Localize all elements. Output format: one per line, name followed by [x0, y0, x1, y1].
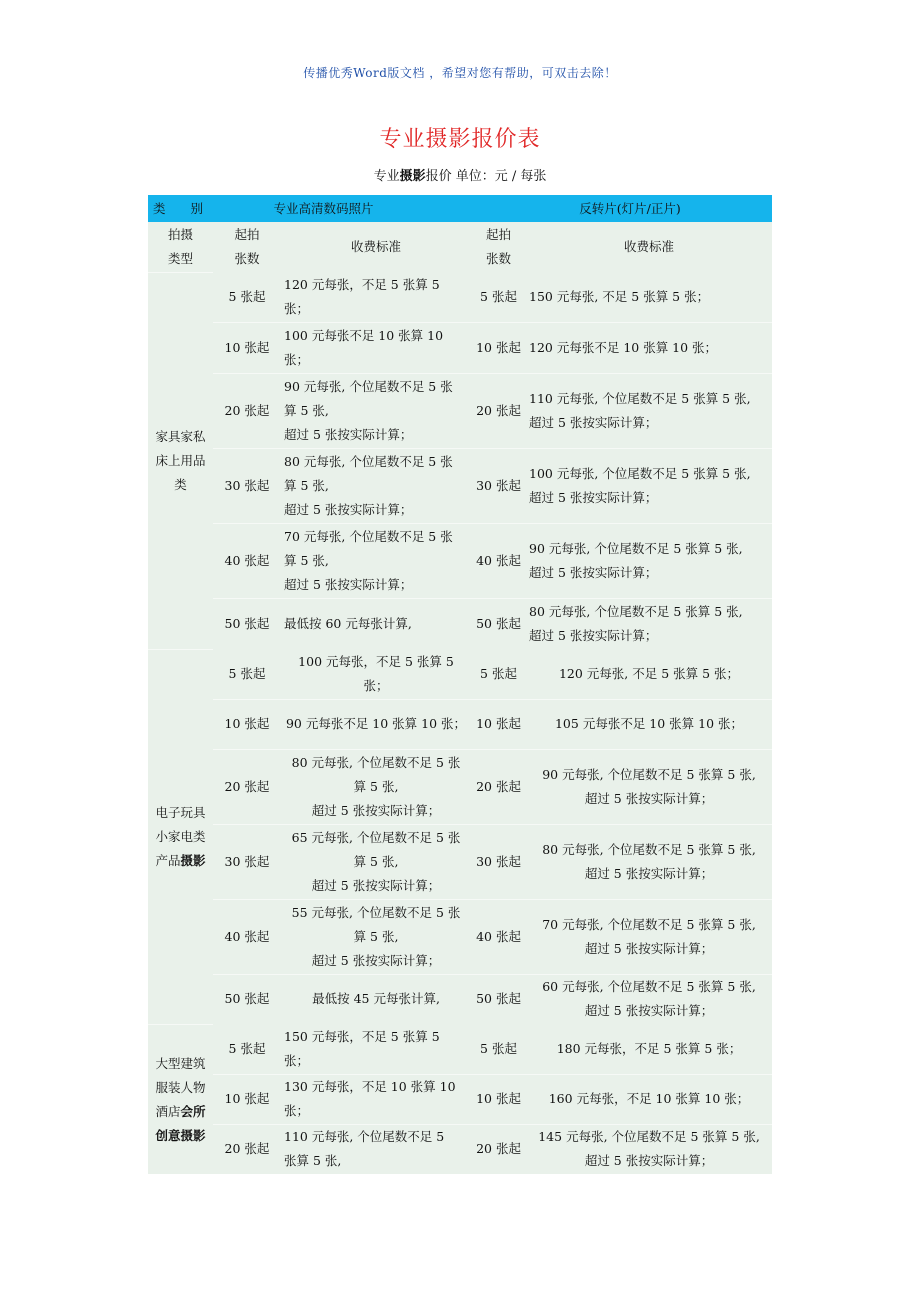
start-count-cell: 10 张起	[213, 1074, 281, 1124]
digital-fee-cell	[281, 523, 471, 598]
subheader-shoot-type-line1: 拍摄	[167, 227, 193, 242]
fee-line: 超过 5 张按实际计算；	[584, 790, 714, 806]
fee-line: 120 元每张，不足 5 张算 5 张；	[284, 277, 440, 316]
document-title: 专业摄影报价表	[379, 127, 541, 152]
start-count-cell: 10 张起	[213, 322, 281, 373]
start-count-cell: 30 张起	[213, 448, 281, 523]
category-cell	[148, 1024, 213, 1174]
start-count-cell-2: 30 张起	[471, 448, 526, 523]
fee-line: 超过 5 张按实际计算；	[584, 1003, 714, 1018]
digital-fee-cell	[281, 598, 471, 649]
start-count-cell: 40 张起	[213, 899, 281, 974]
fee-line: 算 5 张,	[284, 552, 329, 568]
doc-banner: 传播优秀Word版文档 ，希望对您有帮助，可双击去除！	[303, 66, 617, 80]
table-row	[148, 974, 772, 1024]
fee-line: 算 5 张,	[284, 477, 329, 493]
subheader-fee: 收费标准	[281, 222, 471, 272]
fee-line: 80 元每张, 个位尾数不足 5 张算 5 张,	[542, 841, 756, 857]
table-row	[148, 699, 772, 749]
start-count-cell: 50 张起	[213, 974, 281, 1024]
fee-line: 最低按 45 元每张计算,	[312, 991, 440, 1006]
fee-line: 120 元每张不足 10 张算 10 张；	[529, 339, 718, 355]
start-count-cell-2: 40 张起	[471, 523, 526, 598]
fee-line: 张算 5 张,	[284, 1153, 342, 1168]
start-count-cell: 20 张起	[213, 1124, 281, 1174]
fee-line: 90 元每张不足 10 张算 10 张；	[285, 716, 467, 731]
table-row	[148, 598, 772, 649]
table-subheader-row	[148, 222, 772, 272]
fee-line: 110 元每张, 个位尾数不足 5 张算 5 张,	[529, 390, 751, 406]
fee-line: 超过 5 张按实际计算；	[584, 865, 714, 881]
table-row	[148, 1124, 772, 1174]
fee-line: 90 元每张, 个位尾数不足 5 张算 5 张,	[529, 540, 743, 556]
fee-line: 100 元每张, 个位尾数不足 5 张算 5 张,	[529, 465, 751, 481]
start-count-cell-2: 5 张起	[471, 649, 526, 699]
fee-line: 100 元每张不足 10 张算 10 张；	[284, 327, 444, 367]
fee-line: 超过 5 张按实际计算；	[311, 952, 441, 968]
start-count-cell-2: 5 张起	[471, 272, 526, 322]
fee-line: 超过 5 张按实际计算；	[529, 489, 658, 505]
start-count-cell-2: 5 张起	[471, 1024, 526, 1074]
fee-line: 超过 5 张按实际计算；	[584, 1153, 714, 1168]
fee-line: 算 5 张,	[284, 402, 329, 418]
fee-line: 145 元每张, 个位尾数不足 5 张算 5 张,	[538, 1129, 760, 1144]
digital-fee-cell	[281, 1074, 471, 1124]
table-row	[148, 448, 772, 523]
fee-line: 55 元每张, 个位尾数不足 5 张	[291, 904, 461, 920]
fee-line: 算 5 张,	[353, 778, 399, 794]
slide-fee-cell	[526, 373, 772, 448]
fee-line: 超过 5 张按实际计算；	[311, 877, 441, 893]
fee-line: 最低按 60 元每张计算,	[284, 615, 412, 631]
table-row	[148, 373, 772, 448]
fee-line: 120 元每张, 不足 5 张算 5 张；	[558, 666, 740, 681]
fee-line: 超过 5 张按实际计算；	[584, 940, 714, 956]
digital-fee-cell	[281, 699, 471, 749]
table-row	[148, 649, 772, 699]
fee-line: 超过 5 张按实际计算；	[284, 501, 413, 517]
fee-line: 110 元每张, 个位尾数不足 5	[284, 1129, 445, 1144]
table-row	[148, 899, 772, 974]
start-count-cell-2: 30 张起	[471, 824, 526, 899]
slide-fee-cell	[526, 1124, 772, 1174]
fee-line: 90 元每张, 个位尾数不足 5 张算 5 张,	[542, 766, 756, 782]
start-count-cell-2: 40 张起	[471, 899, 526, 974]
subheader-shoot-type	[148, 222, 213, 272]
fee-line: 超过 5 张按实际计算；	[284, 576, 413, 592]
fee-line: 70 元每张, 个位尾数不足 5 张算 5 张,	[542, 916, 756, 932]
slide-fee-cell	[526, 1024, 772, 1074]
fee-line: 超过 5 张按实际计算；	[529, 564, 658, 580]
fee-line: 超过 5 张按实际计算；	[529, 627, 658, 643]
slide-fee-cell	[526, 649, 772, 699]
fee-line: 超过 5 张按实际计算；	[529, 414, 658, 430]
fee-line: 150 元每张，不足 5 张算 5 张；	[284, 1029, 440, 1068]
digital-fee-cell	[281, 272, 471, 322]
slide-fee-cell	[526, 322, 772, 373]
start-count-cell: 40 张起	[213, 523, 281, 598]
digital-fee-cell	[281, 448, 471, 523]
digital-fee-cell	[281, 824, 471, 899]
fee-line: 105 元每张不足 10 张算 10 张；	[554, 716, 744, 731]
category-line: 服装人物	[155, 1079, 206, 1095]
slide-fee-cell	[526, 272, 772, 322]
fee-line: 65 元每张, 个位尾数不足 5 张	[291, 829, 461, 845]
start-count-cell-2: 50 张起	[471, 974, 526, 1024]
table-row	[148, 322, 772, 373]
subtitle-suffix: 报价 单位：元 / 每张	[425, 169, 547, 184]
subheader-start-count-line1: 起拍	[234, 227, 260, 242]
start-count-cell: 20 张起	[213, 749, 281, 824]
start-count-cell-2: 10 张起	[471, 699, 526, 749]
slide-fee-cell	[526, 523, 772, 598]
digital-fee-cell	[281, 322, 471, 373]
start-count-cell-2: 20 张起	[471, 749, 526, 824]
fee-line: 150 元每张, 不足 5 张算 5 张；	[529, 289, 710, 304]
table-row	[148, 824, 772, 899]
category-line: 创意摄影	[155, 1127, 206, 1143]
fee-line: 超过 5 张按实际计算；	[311, 802, 441, 818]
table-row	[148, 1024, 772, 1074]
fee-line: 160 元每张，不足 10 张算 10 张；	[548, 1091, 750, 1106]
header-category: 类 别	[148, 195, 213, 222]
category-line: 小家电类	[155, 829, 206, 844]
table-header-row	[148, 195, 772, 222]
subheader-start-count-2	[471, 222, 526, 272]
subheader-start-count-2-line2: 张数	[486, 251, 512, 266]
start-count-cell-2: 50 张起	[471, 598, 526, 649]
fee-line: 80 元每张, 个位尾数不足 5 张算 5 张,	[529, 603, 743, 619]
digital-fee-cell	[281, 899, 471, 974]
subheader-start-count-2-line1: 起拍	[486, 227, 512, 242]
subheader-start-count-line2: 张数	[234, 251, 260, 266]
category-line: 产品摄影	[155, 853, 206, 868]
slide-fee-cell	[526, 448, 772, 523]
category-line: 大型建筑	[155, 1055, 206, 1071]
start-count-cell: 5 张起	[213, 1024, 281, 1074]
start-count-cell: 30 张起	[213, 824, 281, 899]
fee-line: 算 5 张,	[353, 928, 399, 944]
fee-line: 130 元每张，不足 10 张算 10	[284, 1079, 456, 1094]
document-subtitle	[0, 165, 920, 184]
digital-fee-cell	[281, 1024, 471, 1074]
fee-line: 张；	[284, 1103, 310, 1118]
table-row	[148, 1074, 772, 1124]
header-digital-photo: 专业高清数码照片	[213, 195, 471, 222]
start-count-cell-2: 10 张起	[471, 1074, 526, 1124]
start-count-cell-2: 20 张起	[471, 1124, 526, 1174]
subtitle-bold: 摄影	[399, 169, 426, 184]
fee-line: 100 元每张，不足 5 张算 5 张；	[298, 654, 454, 693]
category-line: 床上用品	[155, 453, 206, 468]
category-line: 酒店会所	[155, 1103, 206, 1119]
fee-line: 80 元每张, 个位尾数不足 5 张	[291, 754, 461, 770]
category-cell	[148, 649, 213, 1024]
slide-fee-cell	[526, 1074, 772, 1124]
digital-fee-cell	[281, 749, 471, 824]
start-count-cell: 50 张起	[213, 598, 281, 649]
category-cell	[148, 272, 213, 649]
start-count-cell-2: 20 张起	[471, 373, 526, 448]
fee-line: 超过 5 张按实际计算；	[284, 426, 413, 442]
slide-fee-cell	[526, 899, 772, 974]
fee-line: 70 元每张, 个位尾数不足 5 张	[284, 528, 453, 544]
subheader-start-count	[213, 222, 281, 272]
start-count-cell-2: 10 张起	[471, 322, 526, 373]
subheader-shoot-type-line2: 类型	[167, 251, 193, 266]
digital-fee-cell	[281, 1124, 471, 1174]
start-count-cell: 5 张起	[213, 649, 281, 699]
fee-line: 算 5 张,	[353, 853, 399, 869]
digital-fee-cell	[281, 373, 471, 448]
start-count-cell: 5 张起	[213, 272, 281, 322]
table-row	[148, 749, 772, 824]
slide-fee-cell	[526, 824, 772, 899]
category-line: 家具家私	[155, 429, 206, 444]
category-line: 类	[174, 477, 187, 492]
fee-line: 80 元每张, 个位尾数不足 5 张	[284, 453, 453, 469]
slide-fee-cell	[526, 699, 772, 749]
category-line: 电子玩具	[155, 805, 206, 820]
table-row	[148, 272, 772, 322]
fee-line: 180 元每张，不足 5 张算 5 张；	[556, 1041, 742, 1056]
fee-line: 60 元每张, 个位尾数不足 5 张算 5 张,	[542, 979, 756, 994]
table-row	[148, 523, 772, 598]
digital-fee-cell	[281, 974, 471, 1024]
start-count-cell: 20 张起	[213, 373, 281, 448]
slide-fee-cell	[526, 749, 772, 824]
subheader-fee-2: 收费标准	[526, 222, 772, 272]
subtitle-prefix: 专业	[373, 169, 400, 184]
fee-line: 90 元每张, 个位尾数不足 5 张	[284, 378, 453, 394]
start-count-cell: 10 张起	[213, 699, 281, 749]
slide-fee-cell	[526, 598, 772, 649]
price-table	[148, 195, 772, 1174]
header-slide-film: 反转片(灯片/正片)	[471, 195, 772, 222]
slide-fee-cell	[526, 974, 772, 1024]
digital-fee-cell	[281, 649, 471, 699]
